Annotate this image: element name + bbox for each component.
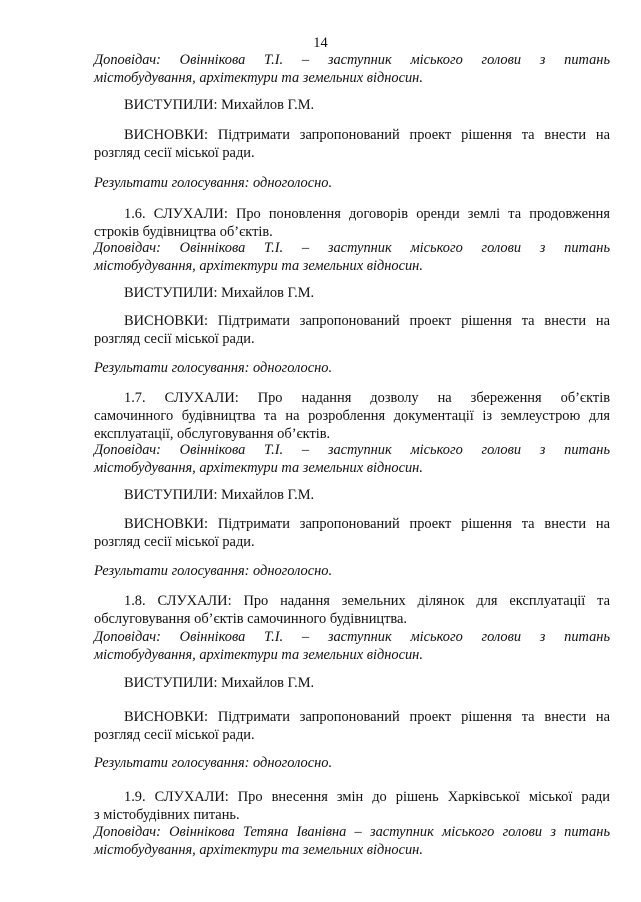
reporter-paragraph (94, 239, 610, 275)
conclusion-line: розгляд сесії міської ради. (94, 534, 255, 550)
reporter-line: містобудування, архітектури та земельних відносин. (94, 460, 423, 476)
heard-line: строків будівництва об’єктів. (94, 224, 273, 240)
speakers-line: ВИСТУПИЛИ: Михайлов Г.М. (124, 285, 315, 301)
voting-result: Результати голосування: одноголосно. (94, 360, 333, 376)
voting-result: Результати голосування: одноголосно. (94, 563, 333, 579)
conclusion-paragraph (94, 312, 610, 348)
reporter-line: Доповідач: Овіннікова Т.І. – заступник міського голови з питань (94, 629, 610, 645)
voting-result: Результати голосування: одноголосно. (94, 755, 333, 771)
conclusion-paragraph (94, 708, 610, 744)
speakers-line: ВИСТУПИЛИ: Михайлов Г.М. (124, 675, 315, 691)
conclusion-line: ВИСНОВКИ: Підтримати запропонований проект рішення та внести на (124, 313, 610, 329)
reporter-line: Доповідач: Овіннікова Тетяна Іванівна – заступник міського голови з питань (94, 824, 610, 840)
reporter-paragraph (94, 441, 610, 477)
conclusion-line: розгляд сесії міської ради. (94, 145, 255, 161)
heard-line: самочинного будівництва та на розроблення документації із землеустрою для (94, 408, 610, 424)
reporter-line: Доповідач: Овіннікова Т.І. – заступник міського голови з питань (94, 442, 610, 458)
reporter-line: містобудування, архітектури та земельних відносин. (94, 647, 423, 663)
conclusion-paragraph (94, 515, 610, 551)
conclusion-paragraph (94, 126, 610, 162)
heard-line: 1.9. СЛУХАЛИ: Про внесення змін до рішень Харківської міської ради (124, 789, 610, 805)
reporter-line: Доповідач: Овіннікова Т.І. – заступник міського голови з питань (94, 52, 610, 68)
conclusion-line: ВИСНОВКИ: Підтримати запропонований проект рішення та внести на (124, 709, 610, 725)
heard-line: експлуатації, обслуговування об’єктів. (94, 426, 331, 442)
heard-paragraph (94, 205, 610, 241)
reporter-paragraph (94, 628, 610, 664)
reporter-paragraph (94, 823, 610, 859)
heard-line: 1.7. СЛУХАЛИ: Про надання дозволу на збереження об’єктів (124, 390, 610, 406)
heard-line: з містобудівних питань. (94, 807, 240, 823)
page-number: 14 (313, 35, 328, 51)
reporter-paragraph (94, 51, 610, 87)
conclusion-line: розгляд сесії міської ради. (94, 727, 255, 743)
conclusion-line: ВИСНОВКИ: Підтримати запропонований проект рішення та внести на (124, 516, 610, 532)
speakers-line: ВИСТУПИЛИ: Михайлов Г.М. (124, 97, 315, 113)
heard-line: 1.6. СЛУХАЛИ: Про поновлення договорів оренди землі та продовження (124, 206, 610, 222)
reporter-line: містобудування, архітектури та земельних відносин. (94, 258, 423, 274)
reporter-line: містобудування, архітектури та земельних відносин. (94, 70, 423, 86)
heard-paragraph (94, 592, 610, 628)
speakers-line: ВИСТУПИЛИ: Михайлов Г.М. (124, 487, 315, 503)
conclusion-line: ВИСНОВКИ: Підтримати запропонований проект рішення та внести на (124, 127, 610, 143)
heard-paragraph (94, 389, 610, 443)
heard-paragraph (94, 788, 610, 824)
conclusion-line: розгляд сесії міської ради. (94, 331, 255, 347)
reporter-line: містобудування, архітектури та земельних відносин. (94, 842, 423, 858)
heard-line: обслуговування об’єктів самочинного будівництва. (94, 611, 408, 627)
heard-line: 1.8. СЛУХАЛИ: Про надання земельних ділянок для експлуатації та (124, 593, 610, 609)
voting-result: Результати голосування: одноголосно. (94, 175, 333, 191)
reporter-line: Доповідач: Овіннікова Т.І. – заступник міського голови з питань (94, 240, 610, 256)
